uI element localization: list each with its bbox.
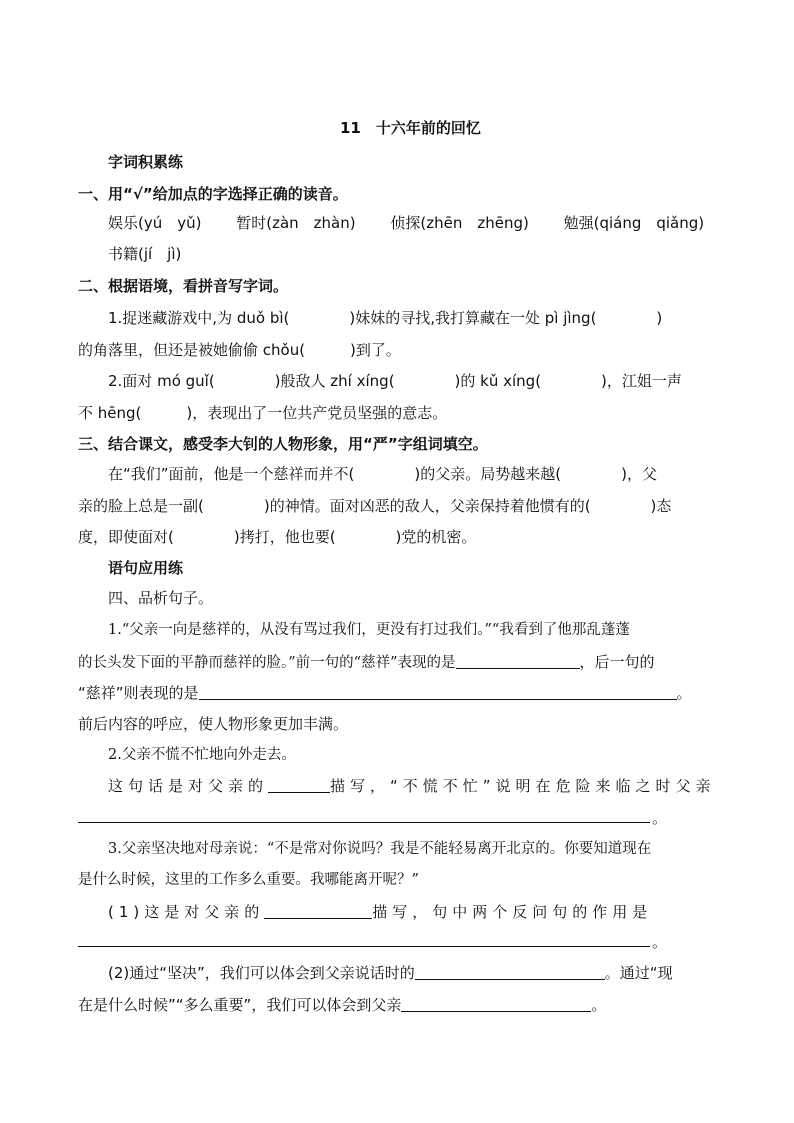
question-4-heading: 四、品析句子。 <box>108 589 214 607</box>
question-4-2-line3-end: 。 <box>652 809 668 827</box>
question-4-3-part1-end: 。 <box>652 933 668 951</box>
question-1-options-row2: 书籍(jí jì) <box>108 245 182 263</box>
question-3-line1: 在“我们”面前，他是一个慈祥而并不( )的父亲。局势越来越( )，父 <box>108 465 657 483</box>
question-4-3-part2-text: (2)通过“坚决”，我们可以体会到父亲说话时的 <box>108 964 415 982</box>
answer-blank[interactable] <box>456 653 580 669</box>
question-4-1-line4: 前后内容的呼应，使人物形象更加丰满。 <box>78 715 349 733</box>
answer-line[interactable] <box>78 822 650 823</box>
section-heading-sentences: 语句应用练 <box>108 559 184 577</box>
question-4-3-part2-line2-text: 在是什么时候”“多么重要”，我们可以体会到父亲 <box>78 996 402 1014</box>
answer-blank[interactable] <box>264 903 372 919</box>
question-4-1-line3 <box>78 683 692 703</box>
question-4-3-part1 <box>108 902 652 922</box>
question-4-1-quote-line1: 1.“父亲一向是慈祥的，从没有骂过我们，更没有打过我们。”“我看到了他那乱蓬蓬 <box>108 622 630 638</box>
question-3-heading: 三、结合课文，感受李大钊的人物形象，用“严”字组词填空。 <box>78 435 488 453</box>
question-4-3-part2-line1 <box>108 963 673 983</box>
question-4-1-line3-text: “慈祥”则表现的是 <box>78 684 199 702</box>
question-4-3-quote-line2: 是什么时候，这里的工作多么重要。我哪能离开呢？” <box>78 872 419 888</box>
question-2-line1: 1.捉迷藏游戏中,为 duǒ bì( )妹妹的寻找,我打算藏在一处 pì jìng( ) <box>108 309 663 327</box>
question-4-3-part2-tail: 。通过“现 <box>604 964 673 982</box>
question-3-line2: 亲的脸上总是一副( )的神情。面对凶恶的敌人，父亲保持着他惯有的( )态 <box>78 497 672 515</box>
question-4-1-line2 <box>78 652 655 673</box>
answer-blank[interactable] <box>268 777 330 793</box>
page-title: 11 十六年前的回忆 <box>340 119 481 137</box>
question-2-line2: 的角落里，但还是被她偷偷 chǒu( )到了。 <box>78 341 401 359</box>
question-4-2-line2 <box>108 776 716 796</box>
question-4-1-line2-tail: ，后一句的 <box>579 653 655 671</box>
answer-blank[interactable] <box>415 964 605 980</box>
question-4-3-quote-line1: 3.父亲坚决地对母亲说：“不是常对你说吗？我是不能轻易离开北京的。你要知道现在 <box>108 841 652 857</box>
question-4-2-line2-tail: 描写，“不慌不忙”说明在危险来临之时父亲 <box>330 777 716 795</box>
question-3-line3: 度，即使面对( )拷打，他也要( )党的机密。 <box>78 528 477 546</box>
question-2-line3: 2.面对 mó guǐ( )般敌人 zhí xíng( )的 kǔ xíng( )，江姐一声 <box>108 372 682 390</box>
section-heading-vocabulary: 字词积累练 <box>108 153 184 171</box>
answer-line[interactable] <box>78 946 650 947</box>
question-4-3-part2-line2 <box>78 995 606 1015</box>
question-4-3-part1-tail: 描写，句中两个反问句的作用是 <box>372 903 653 921</box>
question-2-line4: 不 hēng( )，表现出了一位共产党员坚强的意志。 <box>78 404 448 422</box>
answer-blank[interactable] <box>199 684 677 700</box>
question-4-1-line3-end: 。 <box>676 684 692 702</box>
question-2-heading: 二、根据语境，看拼音写字词。 <box>78 277 289 295</box>
answer-blank[interactable] <box>401 996 591 1012</box>
question-4-3-part1-text: (1)这是对父亲的 <box>108 903 265 921</box>
question-4-3-part2-line2-end: 。 <box>591 996 607 1014</box>
question-1-options-row1: 娱乐(yú yǔ) 暂时(zàn zhàn) 侦探(zhēn zhēng) 勉强(qiáng qiǎng) <box>108 214 705 232</box>
question-1-heading: 一、用“√”给加点的字选择正确的读音。 <box>78 185 348 203</box>
question-4-1-line2-text: 的长头发下面的平静而慈祥的脸。”前一句的“慈祥”表现的是 <box>78 655 456 671</box>
question-4-2-sentence: 2.父亲不慌不忙地向外走去。 <box>108 747 296 763</box>
question-4-2-line2-text: 这句话是对父亲的 <box>108 777 269 795</box>
